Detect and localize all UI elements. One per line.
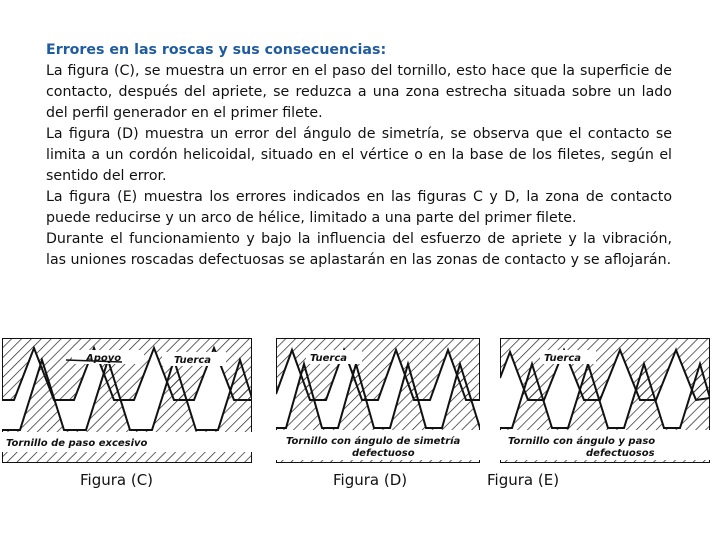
- thread-diagram-c: [2, 338, 252, 463]
- label-tornillo-e: Tornillo con ángulo y paso: [508, 436, 656, 447]
- section-heading: Errores en las roscas y sus consecuencias:: [46, 42, 387, 58]
- label-apoyo: Apoyo: [86, 353, 122, 364]
- label-tuerca-d: Tuerca: [310, 353, 348, 364]
- label-tuerca-c: Tuerca: [174, 355, 212, 366]
- paragraph-figure-c: La figura (C), se muestra un error en el paso del tornillo, esto hace que la superficie de contacto, después del apriete, se reduzca a una zona estrecha situada sobre un lado del perfil generador en el primer filete.: [46, 63, 672, 121]
- caption-figure-e: Figura (E): [487, 471, 560, 489]
- paragraph-figure-d: La figura (D) muestra un error del ángulo de simetría, se observa que el contacto se limita a un cordón helicoidal, situado en el vértice o en la base de los filetes, según el sentido del error.: [46, 126, 672, 184]
- label-tornillo-c: Tornillo de paso excesivo: [6, 438, 148, 449]
- label-tuerca-e: Tuerca: [544, 353, 582, 364]
- figure-e: [500, 338, 710, 463]
- paragraph-figure-e: La figura (E) muestra los errores indicados en las figuras C y D, la zona de contacto puede reducirse y un arco de hélice, limitado a una parte del primer filete.: [46, 189, 672, 226]
- figure-strip: [0, 338, 720, 468]
- thread-diagram-e: [500, 338, 710, 463]
- caption-figure-c: Figura (C): [80, 471, 154, 489]
- label-tornillo-e-2: defectuosos: [586, 448, 655, 459]
- document-body: [46, 40, 672, 271]
- figure-c: [2, 338, 252, 463]
- caption-figure-d: Figura (D): [333, 471, 408, 489]
- figure-d: [276, 338, 480, 463]
- thread-diagram-d: [276, 338, 480, 463]
- label-tornillo-d: Tornillo con ángulo de simetría: [286, 436, 461, 447]
- paragraph-consequences: Durante el funcionamiento y bajo la influencia del esfuerzo de apriete y la vibración, las uniones roscadas defectuosas se aplastarán en las zonas de contacto y se aflojarán.: [46, 231, 672, 268]
- label-tornillo-d-2: defectuoso: [352, 448, 415, 459]
